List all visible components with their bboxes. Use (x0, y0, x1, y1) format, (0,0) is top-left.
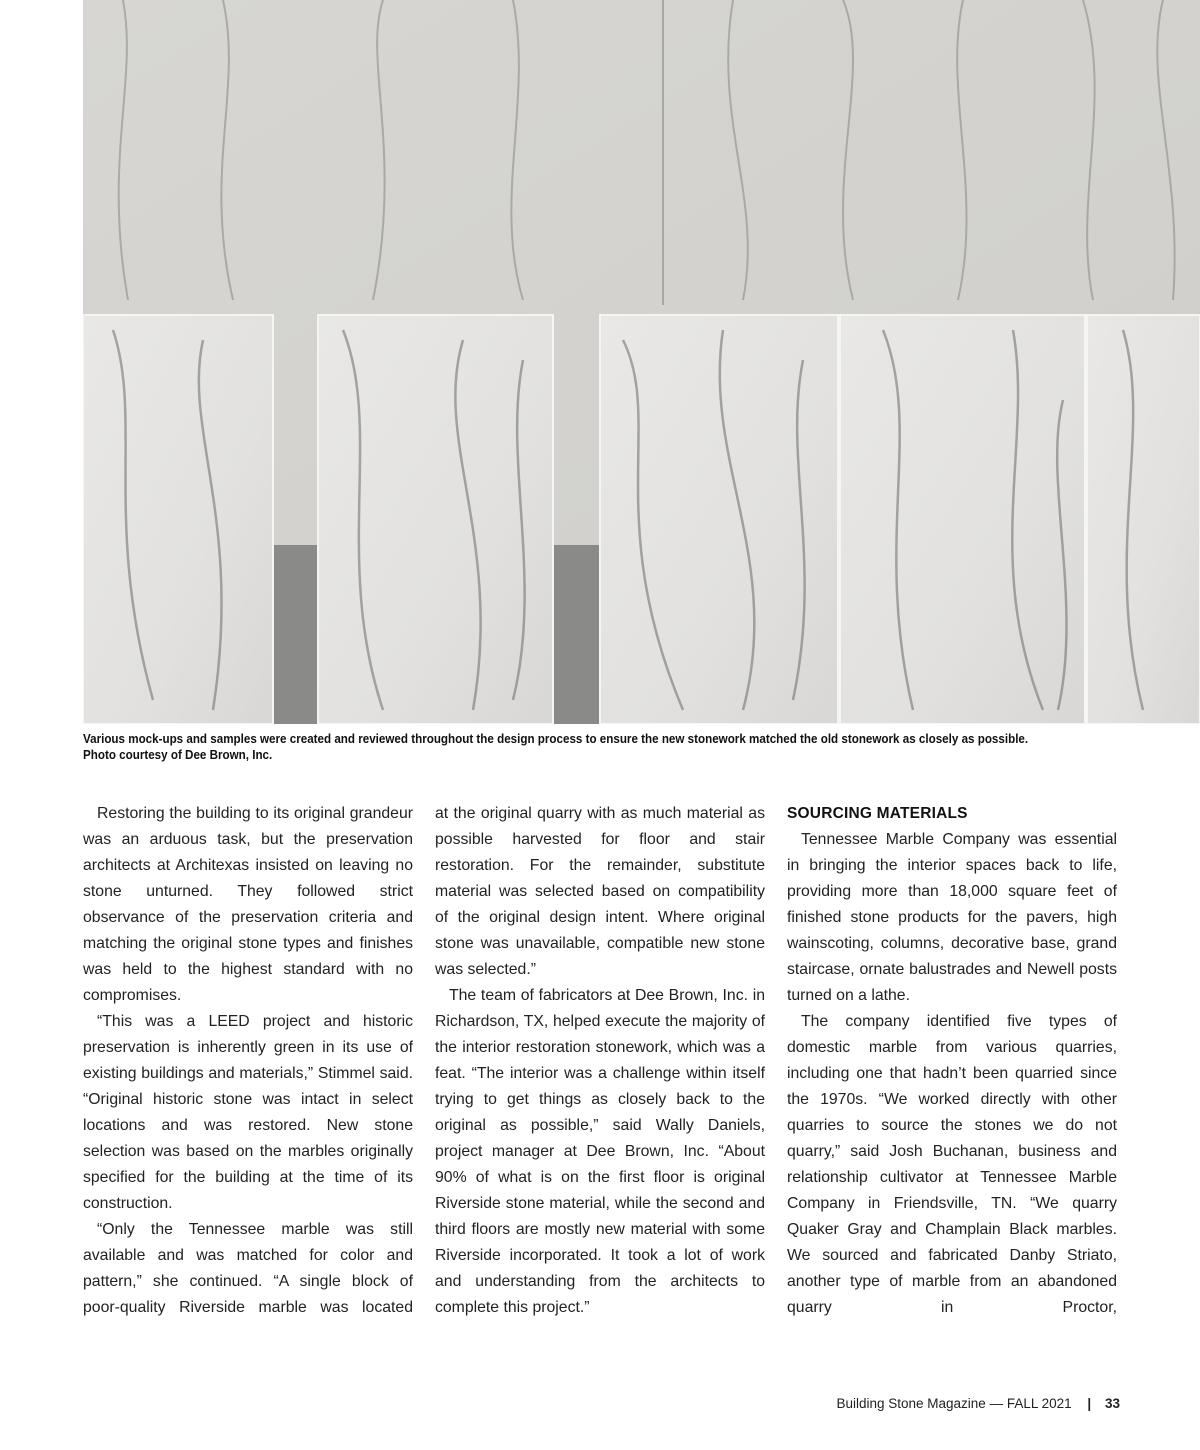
paragraph: The company identified five types of domestic marble from various quarries, including one that hadn’t been quarried since the 1970s. “We worked directly with other quarries to source the stones we do not quarry,” said Josh Buchanan, business and relationship cultivator at Tennessee Marble Company in Friendsville, TN. “We quarry Quaker Gray and Champlain Black marbles. We sourced and fabricated Danby Striato, another type of marble from an abandoned quarry in Proctor, (787, 1013, 1117, 1316)
paragraph: Tennessee Marble Company was essential in bringing the interior spaces back to life, providing more than 18,000 square feet of finished stone products for the pavers, high wainscoting, columns, decorative base, grand staircase, ornate balustrades and Newell posts turned on a lathe. (787, 831, 1117, 1004)
photo-caption (83, 731, 1106, 763)
marble-samples-image (83, 0, 1200, 724)
paragraph: “Only the Tennessee marble was still available and was matched for color and pattern,” she continued. “A single block of poor-quality Riverside marble was located (83, 1221, 413, 1316)
paragraph: Restoring the building to its original grandeur was an arduous task, but the preservation architects at Architexas insisted on leaving no stone unturned. They followed strict observance of the preservation criteria and matching the original stone types and finishes was held to the highest standard with no compromises. (83, 805, 413, 1004)
paragraph: “This was a LEED project and historic preservation is inherently green in its use of existing buildings and materials,” Stimmel said. “Original historic stone was intact in select locations and was restored. New stone selection was based on the marbles originally specified for the building at the time of its construction. (83, 1013, 413, 1212)
article-column-1 (83, 801, 413, 1321)
paragraph: The team of fabricators at Dee Brown, Inc. in Richardson, TX, helped execute the majority of the interior restoration stonework, which was a feat. “The interior was a challenge within itself trying to get things as closely back to the original as possible,” said Wally Daniels, project manager at Dee Brown, Inc. “About 90% of what is on the first floor is original Riverside stone material, while the second and third floors are mostly new material with some Riverside incorporated. It took a lot of work and understanding from the architects to complete this project.” (435, 987, 765, 1316)
article-column-3 (787, 801, 1117, 1321)
page-footer (836, 1396, 1120, 1411)
paragraph: at the original quarry with as much material as possible harvested for floor and stair restoration. For the remainder, substitute material was selected based on compatibility of the original design intent. Where original stone was unavailable, compatible new stone was selected.” (435, 805, 765, 978)
page-number: 33 (1104, 1396, 1120, 1411)
article-column-2 (435, 801, 765, 1321)
marble-samples-photo (83, 0, 1200, 724)
publication-name: Building Stone Magazine — (836, 1396, 1004, 1411)
issue-date: FALL 2021 (1006, 1396, 1072, 1411)
caption-credit: Photo courtesy of Dee Brown, Inc. (83, 748, 273, 762)
footer-separator: | (1087, 1396, 1092, 1411)
caption-line-1: Various mock-ups and samples were created and reviewed throughout the design process to ensure the new stonework matched the old stonework as closely as possible. (83, 732, 1029, 746)
section-heading: SOURCING MATERIALS (787, 805, 968, 822)
